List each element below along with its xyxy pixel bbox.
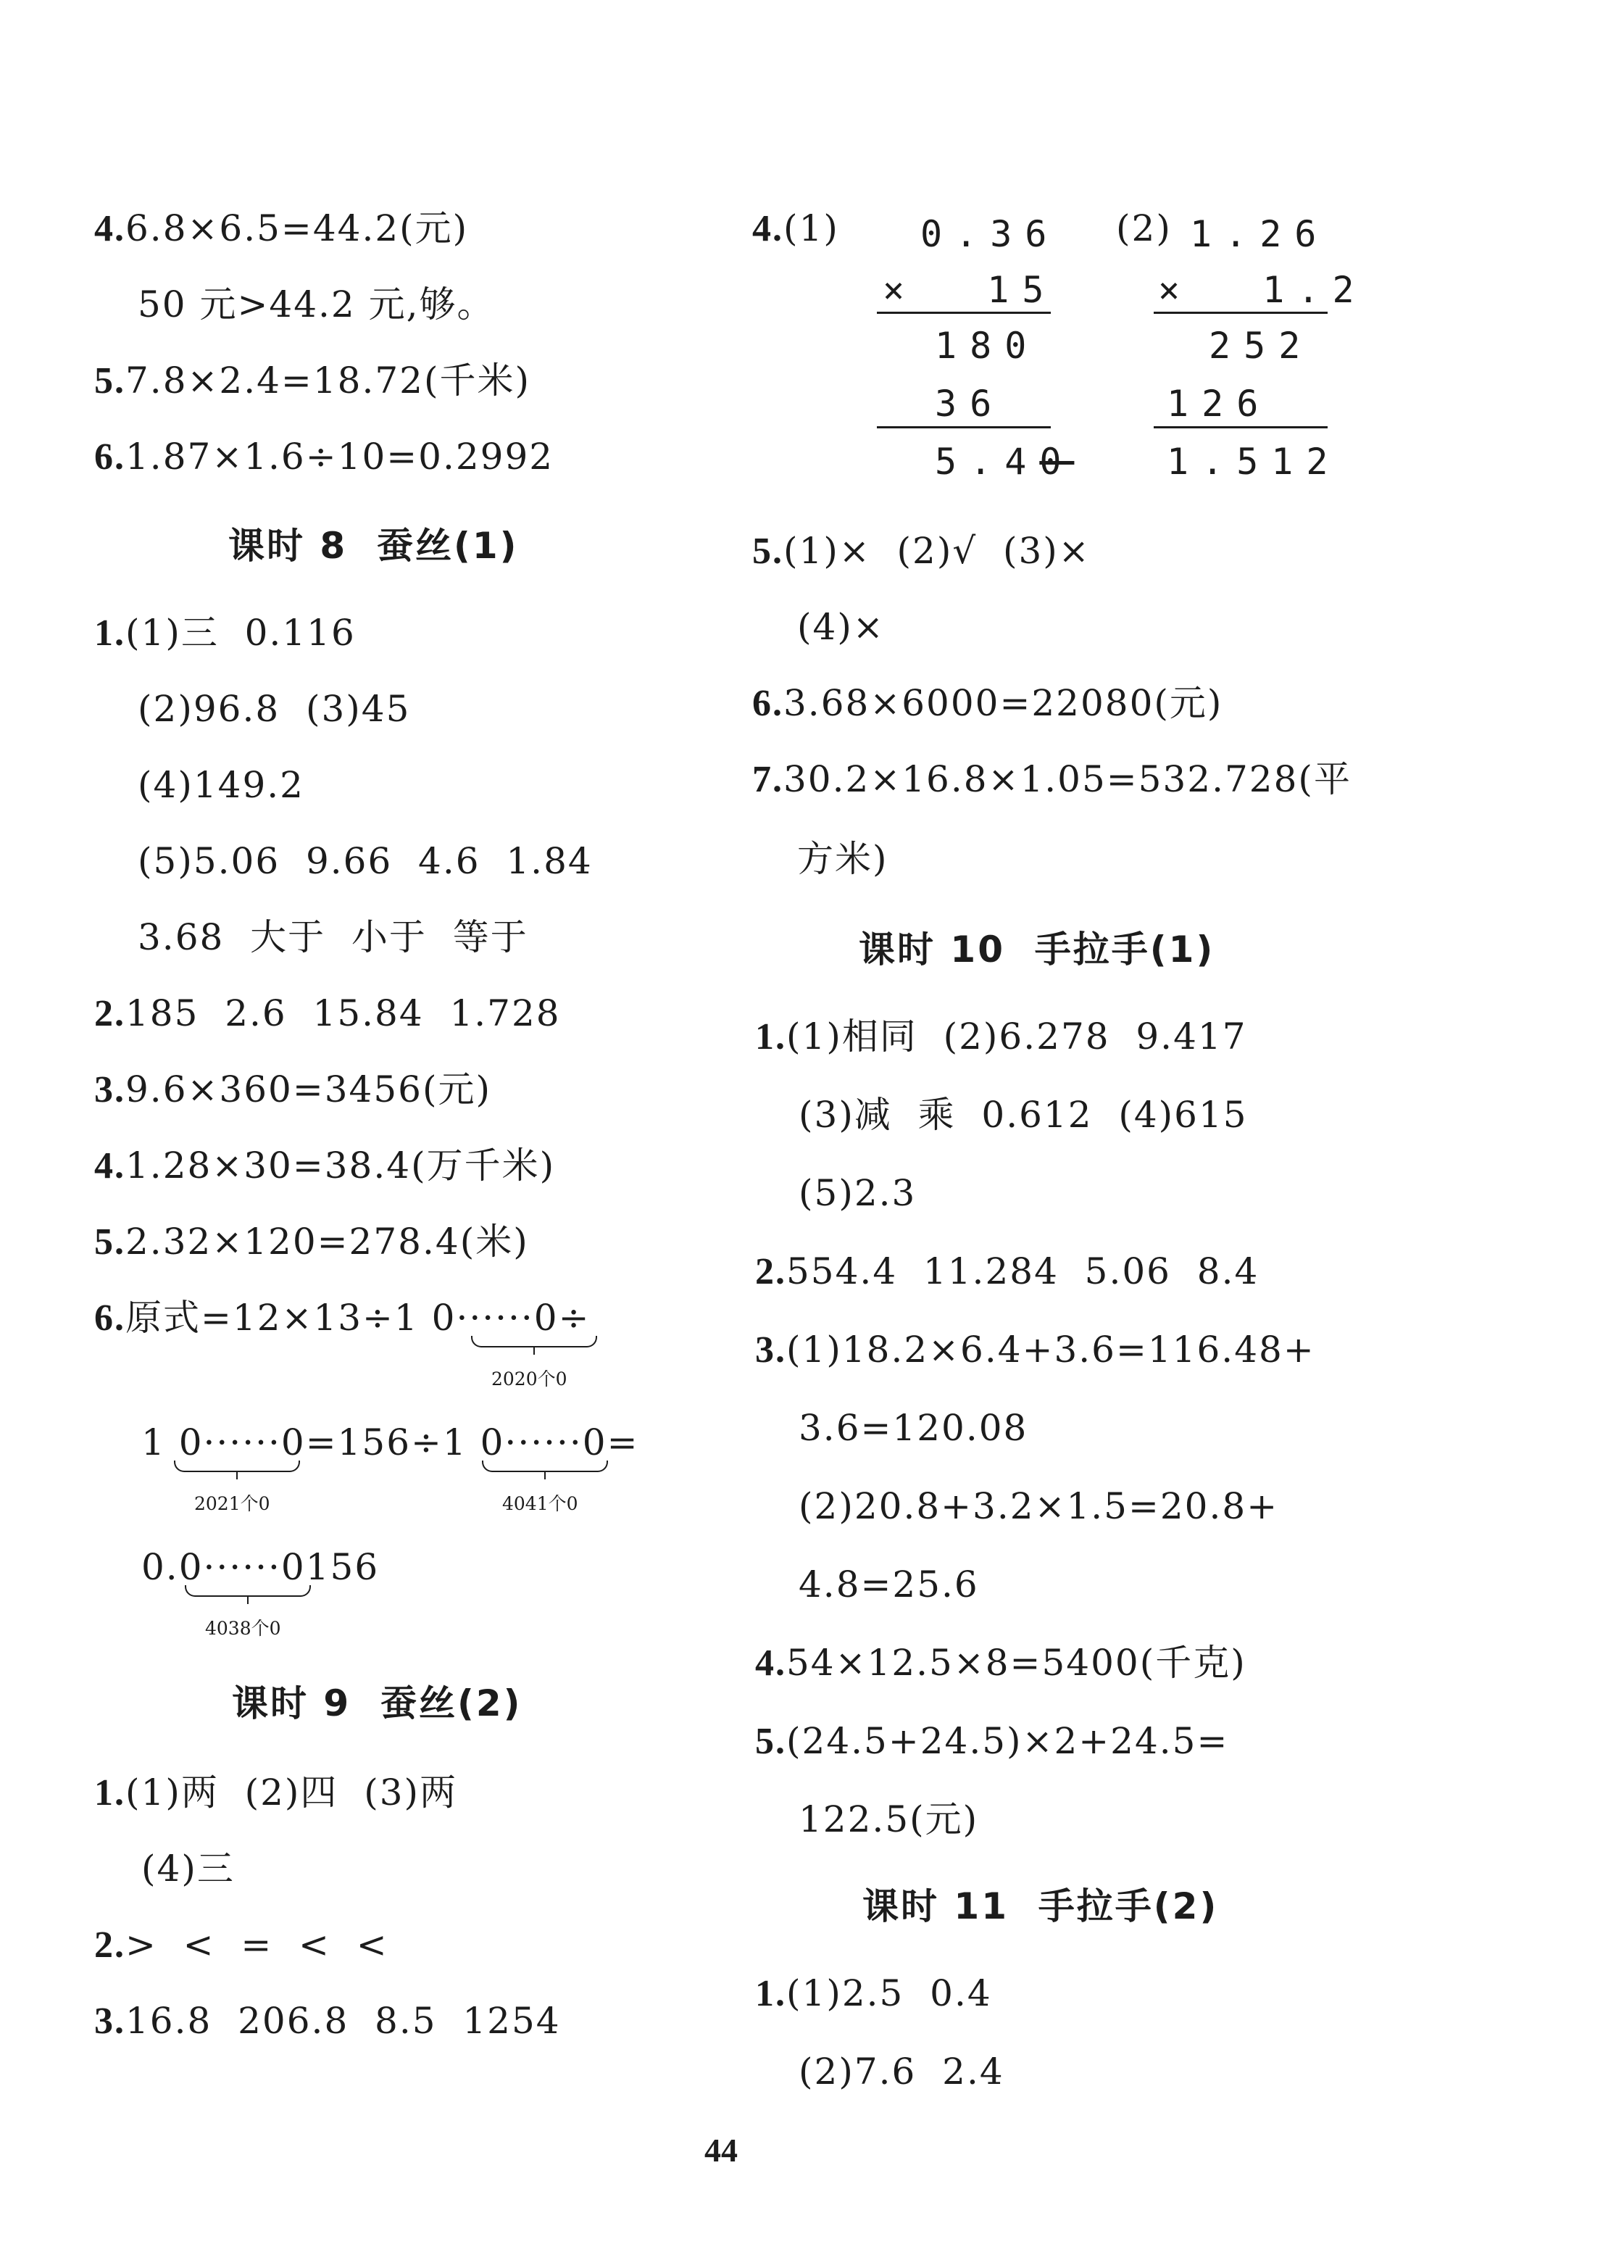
answer-text: (1)2.5 0.4 <box>786 1972 992 2014</box>
brace-note: 4041个0 <box>502 1493 578 1514</box>
answer-line: (4)× <box>797 606 885 648</box>
answer-line <box>755 1720 1229 1762</box>
item-number: 2. <box>94 1924 125 1966</box>
answer-line: 3.68 大于 小于 等于 <box>138 916 528 958</box>
answer-line: (2)96.8 (3)45 <box>138 688 411 730</box>
answer-text: > < = < < <box>125 1924 388 1966</box>
answer-line <box>94 1771 458 1814</box>
item-number: 4. <box>94 1145 125 1187</box>
item-number: 4. <box>755 1642 786 1684</box>
answer-line <box>752 758 1352 800</box>
calc-row: 126 <box>1167 383 1272 425</box>
item-number: 4. <box>94 208 125 249</box>
answer-line <box>755 1250 1259 1292</box>
lesson-heading: 课时 10 手拉手(1) <box>859 929 1215 971</box>
item-number: 2. <box>94 993 125 1034</box>
calc-rule <box>1154 426 1328 428</box>
answer-text: (1)两 (2)四 (3)两 <box>125 1771 458 1814</box>
lesson-heading: 课时 11 手拉手(2) <box>862 1885 1219 1927</box>
item-number: 1. <box>94 612 125 654</box>
answer-text: 9.6×360=3456(元) <box>125 1068 491 1110</box>
answer-text: 1.28×30=38.4(万千米) <box>125 1145 556 1187</box>
calc-row: × 15 <box>883 269 1057 311</box>
answer-text: 3.68×6000=22080(元) <box>783 682 1223 724</box>
calc-row: 180 <box>935 325 1040 367</box>
calc-row: 36 <box>935 383 1005 425</box>
answer-line <box>755 1642 1246 1684</box>
calc-row: × 1.2 <box>1158 269 1367 311</box>
answer-line <box>94 1297 591 1339</box>
calc-row: 252 <box>1209 325 1314 367</box>
item-number: 5. <box>94 1221 125 1263</box>
answer-line <box>755 1329 1315 1371</box>
item-number: 3. <box>94 1069 125 1110</box>
answer-line <box>752 530 1091 572</box>
calc-row <box>935 441 1075 483</box>
item-number: 5. <box>94 360 125 402</box>
answer-line: 4.8=25.6 <box>799 1563 979 1606</box>
answer-line <box>755 1015 1247 1058</box>
answer-text: 原式=12×13÷1 0······0÷ <box>125 1297 591 1339</box>
answer-line <box>94 1147 555 1185</box>
answer-text: (1)18.2×6.4+3.6=116.48+ <box>786 1329 1315 1371</box>
struck-zero: 0 <box>1039 441 1075 483</box>
calc-row: 1.26 <box>1190 213 1330 255</box>
answer-line: (4)三 <box>141 1848 235 1890</box>
sub-label: (2) <box>1116 207 1172 249</box>
answer-line: 3.6=120.08 <box>799 1407 1028 1449</box>
answer-text: (1)三 0.116 <box>125 612 356 654</box>
answer-line: 122.5(元) <box>799 1798 979 1840</box>
answer-text: (1)× (2)√ (3)× <box>783 530 1091 572</box>
lesson-heading: 课时 9 蚕丝(2) <box>232 1682 522 1724</box>
item-number: 5. <box>755 1721 786 1762</box>
calc-rule <box>877 426 1051 428</box>
answer-line <box>94 1068 491 1110</box>
item-number: 5. <box>752 531 783 572</box>
item-number: 2. <box>755 1251 786 1292</box>
calc-row: 1.512 <box>1167 441 1341 483</box>
answer-text: 16.8 206.8 8.5 1254 <box>125 2000 561 2042</box>
answer-line <box>94 436 554 478</box>
calc-rule <box>877 312 1051 314</box>
item-number: 3. <box>94 2001 125 2042</box>
brace-note: 2021个0 <box>194 1493 270 1514</box>
answer-text: 7.8×2.4=18.72(千米) <box>125 360 530 402</box>
answer-line: (3)减 乘 0.612 (4)615 <box>799 1094 1248 1136</box>
brace <box>185 1585 311 1597</box>
answer-line: 0.0······0156 <box>141 1546 380 1588</box>
answer-text: 6.8×6.5=44.2(元) <box>125 207 469 249</box>
answer-line <box>94 992 561 1034</box>
brace-note: 2020个0 <box>491 1368 567 1390</box>
answer-line <box>94 362 530 400</box>
item-number: 3. <box>755 1329 786 1371</box>
answer-line <box>94 1221 529 1263</box>
item-number: 6. <box>94 436 125 478</box>
item-number: 1. <box>94 1772 125 1814</box>
answer-text: 1.87×1.6÷10=0.2992 <box>125 436 554 478</box>
item-number: 6. <box>752 683 783 724</box>
item-number: 7. <box>752 759 783 800</box>
answer-line <box>94 207 469 249</box>
brace <box>471 1336 597 1347</box>
answer-text: 554.4 11.284 5.06 8.4 <box>786 1250 1259 1292</box>
answer-line: 方米) <box>797 838 888 880</box>
answer-line <box>94 612 356 654</box>
brace <box>482 1461 608 1472</box>
answer-line <box>752 207 839 249</box>
item-number: 6. <box>94 1297 125 1339</box>
sub-label: (1) <box>783 207 839 249</box>
answer-text: 54×12.5×8=5400(千克) <box>786 1642 1246 1684</box>
answer-line: (2)7.6 2.4 <box>799 2051 1004 2093</box>
item-number: 1. <box>755 1016 786 1058</box>
item-number: 4. <box>752 208 783 249</box>
brace <box>174 1461 300 1472</box>
answer-text: 185 2.6 15.84 1.728 <box>125 992 561 1034</box>
answer-line: (2)20.8+3.2×1.5=20.8+ <box>799 1485 1279 1527</box>
page-number: 44 <box>704 2132 738 2169</box>
calc-rule <box>1154 312 1328 314</box>
answer-text: (1)相同 (2)6.278 9.417 <box>786 1015 1247 1058</box>
answer-text: 30.2×16.8×1.05=532.728(平 <box>783 758 1352 800</box>
answer-line <box>755 1972 992 2014</box>
answer-line: (5)5.06 9.66 4.6 1.84 <box>138 840 593 882</box>
answer-text: 2.32×120=278.4(米) <box>125 1221 529 1263</box>
answer-line <box>94 2000 561 2042</box>
brace-note: 4038个0 <box>205 1618 281 1639</box>
calc-result: 5.4 <box>935 441 1040 483</box>
answer-line: (5)2.3 <box>799 1172 917 1214</box>
answer-line: 1 0······0=156÷1 0······0= <box>141 1421 639 1463</box>
answer-line: (4)149.2 <box>138 764 304 806</box>
answer-text: (24.5+24.5)×2+24.5= <box>786 1720 1229 1762</box>
answer-line <box>752 682 1223 724</box>
lesson-heading: 课时 8 蚕丝(1) <box>228 525 519 567</box>
answer-line <box>94 1924 388 1966</box>
calc-row: 0.36 <box>920 213 1060 255</box>
item-number: 1. <box>755 1973 786 2014</box>
answer-line: 50 元>44.2 元,够。 <box>138 283 495 325</box>
